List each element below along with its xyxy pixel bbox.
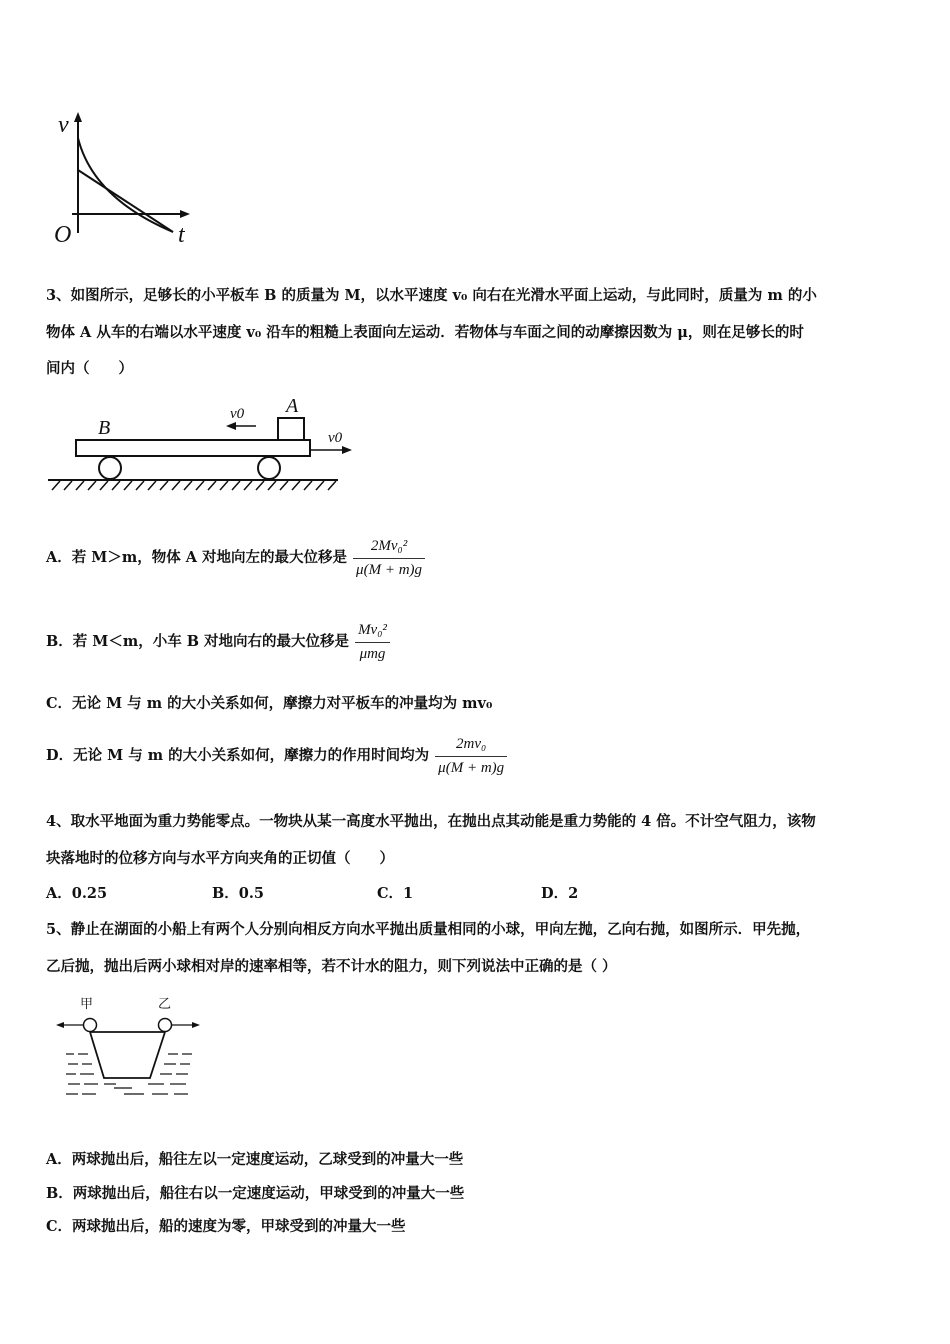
- q5-option-a: A．两球抛出后，船往左以一定速度运动，乙球受到的冲量大一些: [46, 1151, 464, 1168]
- axis-t-label: t: [178, 222, 185, 248]
- q3-option-b-formula: [355, 621, 390, 664]
- q3-option-d-formula: [435, 735, 507, 778]
- q5-boat-figure: [52, 994, 212, 1104]
- vt-graph: [48, 108, 198, 248]
- q3-a-denominator: μ(M + m)g: [356, 561, 423, 578]
- q3-option-a-text: A．若 M＞m，物体 A 对地向左的最大位移是: [46, 549, 348, 566]
- q4-option-a: A．0.25: [46, 885, 108, 902]
- q4-option-b: B．0.5: [212, 885, 264, 902]
- q5-stem-line2: 乙后抛，抛出后两小球相对岸的速率相等，若不计水的阻力，则下列说法中正确的是（ ）: [46, 958, 617, 975]
- q3-stem-line1: 3、如图所示，足够长的小平板车 B 的质量为 M，以水平速度 v₀ 向右在光滑水平面上运动，与此同时，质量为 m 的小: [46, 287, 817, 304]
- q5-stem-line1: 5、静止在湖面的小船上有两个人分别向相反方向水平抛出质量相同的小球，甲向左抛，乙向右抛，如图所示．甲先抛，: [46, 921, 811, 938]
- q3-option-c: C．无论 M 与 m 的大小关系如何，摩擦力对平板车的冲量均为 mv₀: [46, 695, 493, 712]
- origin-label: O: [54, 222, 72, 248]
- q3-option-d: [46, 726, 507, 786]
- label-yi: 乙: [158, 996, 172, 1011]
- q3-b-denominator: μmg: [359, 645, 386, 662]
- q3-stem-line3: 间内（ ）: [46, 360, 133, 377]
- label-a: A: [286, 395, 299, 417]
- q3-option-a: [46, 528, 425, 588]
- q3-option-a-formula: [353, 537, 425, 580]
- q3-cart-figure: [46, 392, 366, 498]
- label-b: B: [98, 417, 111, 439]
- q3-b-numerator: Mv₀²: [355, 621, 390, 643]
- label-v0-right: v0: [328, 430, 343, 446]
- q3-option-b: [46, 612, 390, 672]
- q4-stem-line2: 块落地时的位移方向与水平方向夹角的正切值（ ）: [46, 850, 394, 867]
- q4-stem-line1: 4、取水平地面为重力势能零点。一物块从某一高度水平抛出，在抛出点其动能是重力势能的 4 倍。不计空气阻力，该物: [46, 813, 816, 830]
- q3-d-denominator: μ(M + m)g: [438, 759, 505, 776]
- label-v0-left: v0: [230, 406, 245, 422]
- q4-option-d: D．2: [541, 885, 579, 902]
- q3-option-d-text: D．无论 M 与 m 的大小关系如何，摩擦力的作用时间均为: [46, 747, 430, 764]
- q5-option-b: B．两球抛出后，船往右以一定速度运动，甲球受到的冲量大一些: [46, 1185, 465, 1202]
- q3-option-b-text: B．若 M＜m，小车 B 对地向右的最大位移是: [46, 633, 350, 650]
- q3-d-numerator: 2mv₀: [435, 735, 507, 757]
- q3-a-numerator: 2Mv₀²: [353, 537, 425, 559]
- q5-option-c: C．两球抛出后，船的速度为零，甲球受到的冲量大一些: [46, 1218, 406, 1235]
- q3-stem-line2: 物体 A 从车的右端以水平速度 v₀ 沿车的粗糙上表面向左运动．若物体与车面之间的动摩擦因数为 μ，则在足够长的时: [46, 324, 804, 341]
- label-jia: 甲: [80, 996, 94, 1011]
- axis-v-label: v: [58, 112, 69, 138]
- q4-option-c: C．1: [377, 885, 414, 902]
